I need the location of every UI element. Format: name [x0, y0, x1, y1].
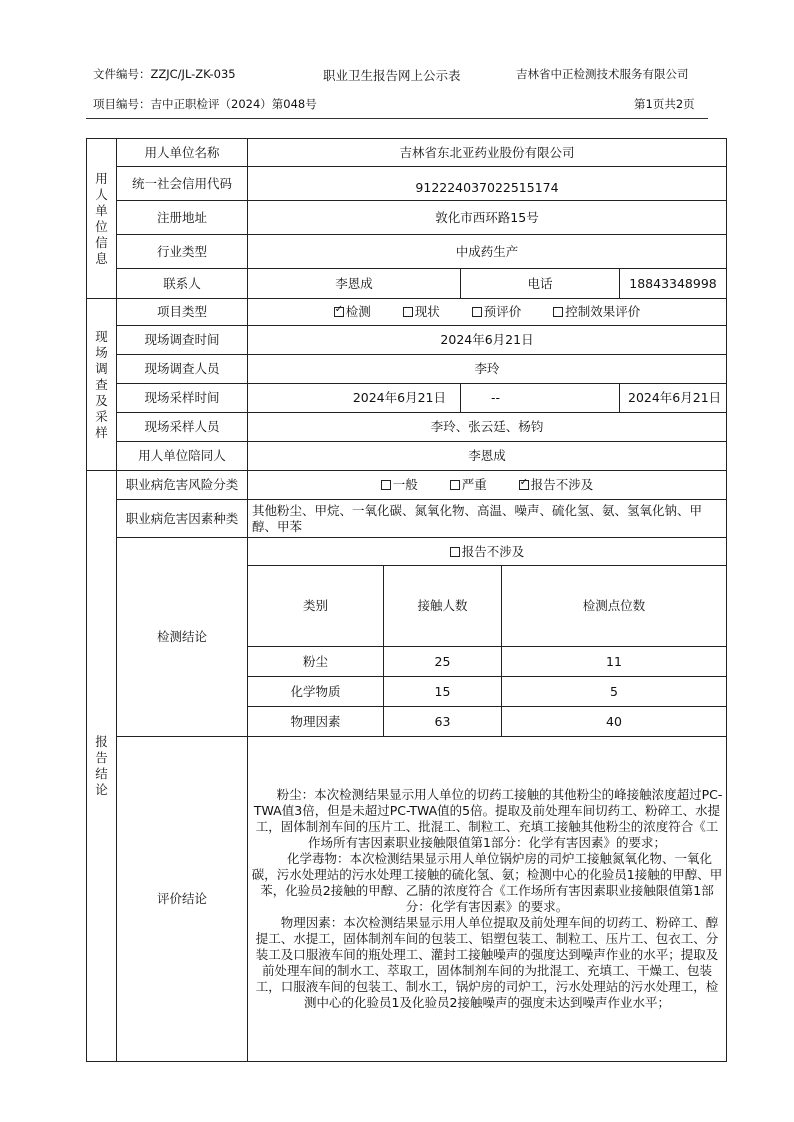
disclosure-table — [86, 138, 727, 1062]
sampler-value: 李玲、张云廷、杨钧 — [248, 413, 727, 442]
address-value: 敦化市西环路15号 — [248, 201, 727, 235]
hazard-factors-label: 职业病危害因素种类 — [117, 500, 248, 538]
option-status[interactable] — [403, 304, 440, 320]
section-label-char: 人 — [95, 186, 108, 202]
sampling-separator: -- — [461, 384, 620, 413]
section-label-char: 息 — [95, 250, 108, 266]
escort-label: 用人单位陪同人 — [117, 442, 248, 471]
checkbox[interactable] — [450, 547, 460, 557]
option-detection-not-involved[interactable] — [450, 544, 525, 560]
page-indicator: 第1页共2页 — [634, 97, 695, 111]
surveyor-value: 李玲 — [248, 355, 727, 384]
section-employer-info — [87, 139, 117, 299]
option-label: 一般 — [392, 477, 418, 492]
evaluation-paragraph-dust: 粉尘：本次检测结果显示用人单位的切药工接触的其他粉尘的峰接触浓度超过PC-TWA值3倍，但是未超过PC-TWA值的5倍。提取及前处理车间切药工、粉碎工、水提工，固体制剂车间的压片工、批混工、制粒工、充填工接触其他粉尘的浓度符合《工作场所有害因素职业接触限值第1部分：化学有害因素》的要求； — [253, 787, 723, 850]
section-label-char: 调 — [95, 360, 108, 376]
evaluation-paragraph-chemical: 化学毒物：本次检测结果显示用人单位锅炉房的司炉工接触氮氧化物、一氧化碳，污水处理站的污水处理工接触的硫化氢、氨；检测中心的化验员1接触的甲醇、甲苯，化验员2接触的甲醇、乙腈的浓度符合《工作场所有害因素职业接触限值第1部分：化学有害因素》的要求。 — [251, 851, 723, 914]
checkbox[interactable] — [334, 307, 344, 317]
credit-code-label: 统一社会信用代码 — [117, 167, 248, 201]
section-label-char: 样 — [95, 424, 108, 440]
section-label-char: 单 — [95, 202, 108, 218]
phone-label: 电话 — [461, 269, 620, 299]
section-label — [89, 329, 114, 441]
surveyor-label: 现场调查人员 — [117, 355, 248, 384]
option-label: 报告不涉及 — [461, 543, 525, 559]
industry-value: 中成药生产 — [248, 235, 727, 269]
section-field-survey — [87, 299, 117, 471]
option-testing[interactable] — [334, 304, 371, 320]
employer-name-value: 吉林省东北亚药业股份有限公司 — [248, 139, 727, 167]
survey-time-label: 现场调查时间 — [117, 326, 248, 355]
detection-header-exposed: 接触人数 — [384, 566, 502, 647]
project-type-label: 项目类型 — [117, 299, 248, 326]
section-label-char: 结 — [95, 766, 108, 781]
section-report-conclusion — [87, 471, 117, 1062]
detection-cell: 63 — [384, 707, 502, 737]
section-label-char: 告 — [95, 750, 108, 765]
evaluation-conclusion-label: 评价结论 — [117, 737, 248, 1062]
option-general[interactable] — [381, 477, 418, 493]
doc-number: 文件编号：ZZJC/JL-ZK-035 — [93, 67, 236, 81]
survey-time-value: 2024年6月21日 — [248, 326, 727, 355]
sampling-end: 2024年6月21日 — [620, 384, 727, 413]
phone-value: 18843348998 — [620, 269, 727, 299]
company-name: 吉林省中正检测技术服务有限公司 — [516, 67, 689, 81]
checkbox[interactable] — [403, 307, 413, 317]
section-label-char: 用 — [95, 170, 108, 186]
option-label: 控制效果评价 — [565, 304, 641, 319]
project-number: 项目编号：吉中正职检评（2024）第048号 — [93, 97, 317, 111]
detection-header-category: 类别 — [248, 566, 384, 647]
detection-cell: 物理因素 — [248, 707, 384, 737]
option-label: 报告不涉及 — [530, 477, 594, 492]
section-label-char: 采 — [95, 408, 108, 424]
section-label-char: 场 — [95, 344, 108, 360]
header-divider — [86, 118, 708, 119]
risk-class-options — [248, 471, 727, 500]
detection-not-involved — [248, 538, 727, 566]
checkbox[interactable] — [450, 480, 460, 490]
contact-label: 联系人 — [117, 269, 248, 299]
employer-name-label: 用人单位名称 — [117, 139, 248, 167]
option-pre-evaluation[interactable] — [472, 304, 522, 320]
escort-value: 李恩成 — [248, 442, 727, 471]
detection-cell: 40 — [502, 707, 727, 737]
contact-value: 李恩成 — [248, 269, 461, 299]
sampling-time-label: 现场采样时间 — [117, 384, 248, 413]
section-label-char: 报 — [95, 734, 108, 749]
detection-cell: 5 — [502, 677, 727, 707]
section-label-char: 信 — [95, 234, 108, 250]
section-label-char: 及 — [95, 392, 108, 408]
industry-label: 行业类型 — [117, 235, 248, 269]
sampling-start: 2024年6月21日 — [248, 384, 461, 413]
doc-title: 职业卫生报告网上公示表 — [323, 68, 461, 83]
detection-cell: 化学物质 — [248, 677, 384, 707]
evaluation-conclusion-text — [248, 737, 727, 1062]
address-label: 注册地址 — [117, 201, 248, 235]
credit-code-value: 912224037022515174 — [248, 167, 727, 201]
risk-class-label: 职业病危害风险分类 — [117, 471, 248, 500]
checkbox[interactable] — [381, 480, 391, 490]
section-label-char: 查 — [95, 376, 108, 392]
project-type-options — [248, 299, 727, 326]
detection-header-points: 检测点位数 — [502, 566, 727, 647]
detection-cell: 25 — [384, 647, 502, 677]
hazard-factors-value: 其他粉尘、甲烷、一氧化碳、氮氧化物、高温、噪声、硫化氢、氨、氢氧化钠、甲醇、甲苯 — [248, 500, 727, 538]
sampler-label: 现场采样人员 — [117, 413, 248, 442]
detection-cell: 15 — [384, 677, 502, 707]
detection-cell: 粉尘 — [248, 647, 384, 677]
detection-conclusion-label: 检测结论 — [117, 538, 248, 737]
option-not-involved[interactable] — [519, 477, 594, 493]
option-severe[interactable] — [450, 477, 487, 493]
section-label — [89, 171, 114, 267]
section-label-char: 现 — [95, 328, 108, 344]
section-label — [89, 734, 114, 798]
option-label: 严重 — [461, 477, 487, 492]
checkbox[interactable] — [472, 307, 482, 317]
section-label-char: 位 — [95, 218, 108, 234]
section-label-char: 论 — [95, 782, 108, 797]
detection-cell: 11 — [502, 647, 727, 677]
checkbox[interactable] — [519, 480, 529, 490]
option-control-effect[interactable] — [553, 304, 640, 320]
option-label: 现状 — [414, 304, 440, 319]
option-label: 检测 — [345, 304, 371, 319]
option-label: 预评价 — [483, 304, 522, 319]
evaluation-paragraph-physical: 物理因素：本次检测结果显示用人单位提取及前处理车间的切药工、粉碎工、醇提工、水提工，固体制剂车间的包装工、铝塑包装工、制粒工、压片工、包衣工、分装工及口服液车间的瓶处理工、灌封工接触噪声的强度达到噪声作业的水平；提取及前处理车间的制水工、萃取工，固体制剂车间的为批混工、充填工、干燥工、包装工，口服液车间的包装工、制水工，锅炉房的司炉工，污水处理站的污水处理工，检测中心的化验员1及化验员2接触噪声的强度未达到噪声作业水平； — [255, 915, 719, 1010]
checkbox[interactable] — [553, 307, 563, 317]
